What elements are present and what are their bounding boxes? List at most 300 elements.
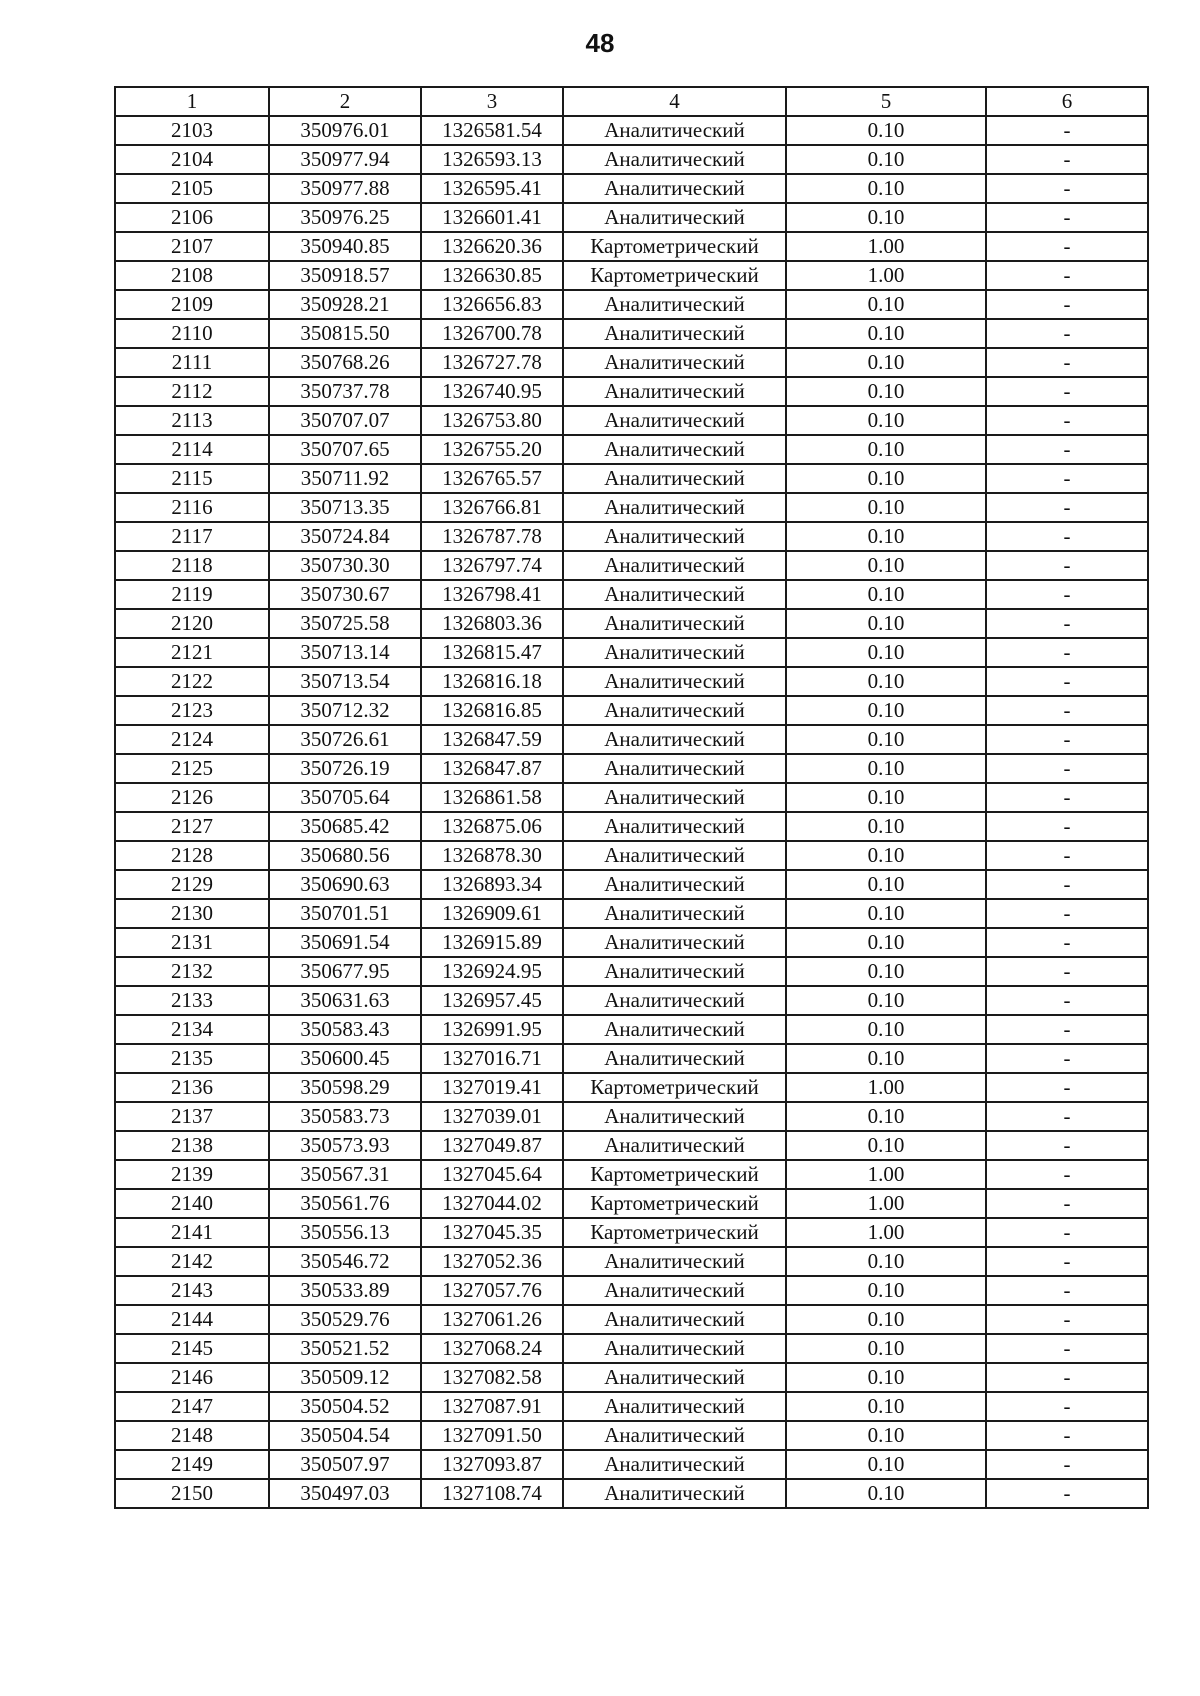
y-coordinate-cell: 1327091.50 xyxy=(421,1421,563,1450)
point-number-cell: 2134 xyxy=(115,1015,269,1044)
point-number-cell: 2113 xyxy=(115,406,269,435)
table-row xyxy=(115,116,1148,145)
table-row xyxy=(115,841,1148,870)
x-coordinate-cell: 350768.26 xyxy=(269,348,421,377)
y-coordinate-cell: 1326991.95 xyxy=(421,1015,563,1044)
x-coordinate-cell: 350976.01 xyxy=(269,116,421,145)
note-cell: - xyxy=(986,1276,1148,1305)
y-coordinate-cell: 1326620.36 xyxy=(421,232,563,261)
note-cell: - xyxy=(986,667,1148,696)
method-cell: Аналитический xyxy=(563,377,786,406)
y-coordinate-cell: 1327061.26 xyxy=(421,1305,563,1334)
y-coordinate-cell: 1326787.78 xyxy=(421,522,563,551)
table-row xyxy=(115,783,1148,812)
point-number-cell: 2123 xyxy=(115,696,269,725)
accuracy-cell: 1.00 xyxy=(786,1073,986,1102)
point-number-cell: 2105 xyxy=(115,174,269,203)
note-cell: - xyxy=(986,725,1148,754)
method-cell: Аналитический xyxy=(563,1276,786,1305)
table-row xyxy=(115,1044,1148,1073)
point-number-cell: 2132 xyxy=(115,957,269,986)
x-coordinate-cell: 350691.54 xyxy=(269,928,421,957)
table-row xyxy=(115,957,1148,986)
accuracy-cell: 0.10 xyxy=(786,667,986,696)
y-coordinate-cell: 1326847.87 xyxy=(421,754,563,783)
accuracy-cell: 0.10 xyxy=(786,812,986,841)
x-coordinate-cell: 350701.51 xyxy=(269,899,421,928)
column-header: 4 xyxy=(563,87,786,116)
table-row xyxy=(115,1218,1148,1247)
x-coordinate-cell: 350940.85 xyxy=(269,232,421,261)
x-coordinate-cell: 350977.94 xyxy=(269,145,421,174)
accuracy-cell: 0.10 xyxy=(786,957,986,986)
method-cell: Аналитический xyxy=(563,290,786,319)
table-row xyxy=(115,1102,1148,1131)
method-cell: Аналитический xyxy=(563,1044,786,1073)
point-number-cell: 2124 xyxy=(115,725,269,754)
point-number-cell: 2108 xyxy=(115,261,269,290)
note-cell: - xyxy=(986,116,1148,145)
x-coordinate-cell: 350726.61 xyxy=(269,725,421,754)
y-coordinate-cell: 1327044.02 xyxy=(421,1189,563,1218)
x-coordinate-cell: 350705.64 xyxy=(269,783,421,812)
accuracy-cell: 0.10 xyxy=(786,1276,986,1305)
note-cell: - xyxy=(986,1131,1148,1160)
x-coordinate-cell: 350561.76 xyxy=(269,1189,421,1218)
y-coordinate-cell: 1326581.54 xyxy=(421,116,563,145)
table-row xyxy=(115,667,1148,696)
method-cell: Аналитический xyxy=(563,1450,786,1479)
table-row xyxy=(115,551,1148,580)
table-row xyxy=(115,1479,1148,1508)
y-coordinate-cell: 1326875.06 xyxy=(421,812,563,841)
note-cell: - xyxy=(986,174,1148,203)
point-number-cell: 2149 xyxy=(115,1450,269,1479)
note-cell: - xyxy=(986,406,1148,435)
accuracy-cell: 0.10 xyxy=(786,841,986,870)
table-row xyxy=(115,203,1148,232)
point-number-cell: 2112 xyxy=(115,377,269,406)
note-cell: - xyxy=(986,232,1148,261)
point-number-cell: 2131 xyxy=(115,928,269,957)
x-coordinate-cell: 350598.29 xyxy=(269,1073,421,1102)
accuracy-cell: 0.10 xyxy=(786,435,986,464)
x-coordinate-cell: 350918.57 xyxy=(269,261,421,290)
point-number-cell: 2122 xyxy=(115,667,269,696)
column-header: 3 xyxy=(421,87,563,116)
table-row xyxy=(115,1073,1148,1102)
accuracy-cell: 0.10 xyxy=(786,986,986,1015)
method-cell: Аналитический xyxy=(563,986,786,1015)
y-coordinate-cell: 1327045.64 xyxy=(421,1160,563,1189)
x-coordinate-cell: 350726.19 xyxy=(269,754,421,783)
accuracy-cell: 1.00 xyxy=(786,261,986,290)
x-coordinate-cell: 350507.97 xyxy=(269,1450,421,1479)
accuracy-cell: 0.10 xyxy=(786,145,986,174)
point-number-cell: 2121 xyxy=(115,638,269,667)
x-coordinate-cell: 350713.54 xyxy=(269,667,421,696)
y-coordinate-cell: 1326740.95 xyxy=(421,377,563,406)
accuracy-cell: 0.10 xyxy=(786,348,986,377)
point-number-cell: 2111 xyxy=(115,348,269,377)
table-row xyxy=(115,232,1148,261)
point-number-cell: 2128 xyxy=(115,841,269,870)
accuracy-cell: 0.10 xyxy=(786,580,986,609)
y-coordinate-cell: 1326816.18 xyxy=(421,667,563,696)
note-cell: - xyxy=(986,1073,1148,1102)
method-cell: Аналитический xyxy=(563,203,786,232)
note-cell: - xyxy=(986,1392,1148,1421)
table-row xyxy=(115,638,1148,667)
note-cell: - xyxy=(986,783,1148,812)
y-coordinate-cell: 1326766.81 xyxy=(421,493,563,522)
method-cell: Аналитический xyxy=(563,145,786,174)
note-cell: - xyxy=(986,1363,1148,1392)
table-row xyxy=(115,464,1148,493)
y-coordinate-cell: 1326878.30 xyxy=(421,841,563,870)
table-row xyxy=(115,406,1148,435)
table-row xyxy=(115,1363,1148,1392)
coordinates-table xyxy=(114,86,1149,1509)
method-cell: Аналитический xyxy=(563,1247,786,1276)
y-coordinate-cell: 1326861.58 xyxy=(421,783,563,812)
method-cell: Аналитический xyxy=(563,406,786,435)
note-cell: - xyxy=(986,870,1148,899)
note-cell: - xyxy=(986,986,1148,1015)
accuracy-cell: 1.00 xyxy=(786,1160,986,1189)
point-number-cell: 2148 xyxy=(115,1421,269,1450)
note-cell: - xyxy=(986,203,1148,232)
point-number-cell: 2144 xyxy=(115,1305,269,1334)
note-cell: - xyxy=(986,899,1148,928)
table-row xyxy=(115,1189,1148,1218)
x-coordinate-cell: 350713.35 xyxy=(269,493,421,522)
method-cell: Аналитический xyxy=(563,435,786,464)
method-cell: Аналитический xyxy=(563,638,786,667)
accuracy-cell: 0.10 xyxy=(786,870,986,899)
point-number-cell: 2135 xyxy=(115,1044,269,1073)
column-header: 2 xyxy=(269,87,421,116)
method-cell: Аналитический xyxy=(563,522,786,551)
method-cell: Аналитический xyxy=(563,1421,786,1450)
y-coordinate-cell: 1326595.41 xyxy=(421,174,563,203)
method-cell: Аналитический xyxy=(563,812,786,841)
table-row xyxy=(115,493,1148,522)
y-coordinate-cell: 1326924.95 xyxy=(421,957,563,986)
note-cell: - xyxy=(986,290,1148,319)
point-number-cell: 2106 xyxy=(115,203,269,232)
table-row xyxy=(115,348,1148,377)
method-cell: Аналитический xyxy=(563,696,786,725)
table-row xyxy=(115,290,1148,319)
table-row xyxy=(115,1015,1148,1044)
method-cell: Аналитический xyxy=(563,580,786,609)
note-cell: - xyxy=(986,928,1148,957)
method-cell: Аналитический xyxy=(563,1479,786,1508)
note-cell: - xyxy=(986,841,1148,870)
point-number-cell: 2146 xyxy=(115,1363,269,1392)
point-number-cell: 2142 xyxy=(115,1247,269,1276)
table-row xyxy=(115,1450,1148,1479)
accuracy-cell: 0.10 xyxy=(786,1044,986,1073)
point-number-cell: 2126 xyxy=(115,783,269,812)
note-cell: - xyxy=(986,1102,1148,1131)
x-coordinate-cell: 350707.65 xyxy=(269,435,421,464)
table-row xyxy=(115,1421,1148,1450)
table-row xyxy=(115,1131,1148,1160)
method-cell: Аналитический xyxy=(563,319,786,348)
note-cell: - xyxy=(986,638,1148,667)
note-cell: - xyxy=(986,1189,1148,1218)
accuracy-cell: 0.10 xyxy=(786,1421,986,1450)
accuracy-cell: 0.10 xyxy=(786,696,986,725)
point-number-cell: 2150 xyxy=(115,1479,269,1508)
method-cell: Аналитический xyxy=(563,783,786,812)
x-coordinate-cell: 350573.93 xyxy=(269,1131,421,1160)
accuracy-cell: 0.10 xyxy=(786,1102,986,1131)
accuracy-cell: 0.10 xyxy=(786,1247,986,1276)
table-row xyxy=(115,435,1148,464)
method-cell: Картометрический xyxy=(563,1189,786,1218)
x-coordinate-cell: 350737.78 xyxy=(269,377,421,406)
note-cell: - xyxy=(986,1044,1148,1073)
accuracy-cell: 0.10 xyxy=(786,493,986,522)
table-header xyxy=(115,87,1148,116)
point-number-cell: 2127 xyxy=(115,812,269,841)
y-coordinate-cell: 1326601.41 xyxy=(421,203,563,232)
x-coordinate-cell: 350504.52 xyxy=(269,1392,421,1421)
method-cell: Аналитический xyxy=(563,1334,786,1363)
table-row xyxy=(115,522,1148,551)
note-cell: - xyxy=(986,609,1148,638)
point-number-cell: 2143 xyxy=(115,1276,269,1305)
x-coordinate-cell: 350509.12 xyxy=(269,1363,421,1392)
x-coordinate-cell: 350690.63 xyxy=(269,870,421,899)
table-row xyxy=(115,377,1148,406)
method-cell: Аналитический xyxy=(563,1015,786,1044)
y-coordinate-cell: 1327057.76 xyxy=(421,1276,563,1305)
x-coordinate-cell: 350724.84 xyxy=(269,522,421,551)
method-cell: Аналитический xyxy=(563,1392,786,1421)
method-cell: Аналитический xyxy=(563,464,786,493)
note-cell: - xyxy=(986,754,1148,783)
accuracy-cell: 0.10 xyxy=(786,522,986,551)
point-number-cell: 2110 xyxy=(115,319,269,348)
note-cell: - xyxy=(986,1421,1148,1450)
method-cell: Аналитический xyxy=(563,493,786,522)
method-cell: Аналитический xyxy=(563,116,786,145)
x-coordinate-cell: 350600.45 xyxy=(269,1044,421,1073)
point-number-cell: 2141 xyxy=(115,1218,269,1247)
x-coordinate-cell: 350533.89 xyxy=(269,1276,421,1305)
accuracy-cell: 0.10 xyxy=(786,1015,986,1044)
table-row xyxy=(115,812,1148,841)
y-coordinate-cell: 1326798.41 xyxy=(421,580,563,609)
point-number-cell: 2109 xyxy=(115,290,269,319)
y-coordinate-cell: 1327049.87 xyxy=(421,1131,563,1160)
accuracy-cell: 0.10 xyxy=(786,406,986,435)
point-number-cell: 2119 xyxy=(115,580,269,609)
y-coordinate-cell: 1326957.45 xyxy=(421,986,563,1015)
note-cell: - xyxy=(986,957,1148,986)
method-cell: Аналитический xyxy=(563,667,786,696)
note-cell: - xyxy=(986,580,1148,609)
note-cell: - xyxy=(986,261,1148,290)
table-row xyxy=(115,754,1148,783)
y-coordinate-cell: 1326700.78 xyxy=(421,319,563,348)
table-row xyxy=(115,1305,1148,1334)
accuracy-cell: 0.10 xyxy=(786,928,986,957)
table-row xyxy=(115,261,1148,290)
method-cell: Аналитический xyxy=(563,609,786,638)
y-coordinate-cell: 1326753.80 xyxy=(421,406,563,435)
accuracy-cell: 0.10 xyxy=(786,783,986,812)
point-number-cell: 2133 xyxy=(115,986,269,1015)
method-cell: Картометрический xyxy=(563,1160,786,1189)
y-coordinate-cell: 1327093.87 xyxy=(421,1450,563,1479)
y-coordinate-cell: 1327087.91 xyxy=(421,1392,563,1421)
point-number-cell: 2147 xyxy=(115,1392,269,1421)
method-cell: Аналитический xyxy=(563,957,786,986)
table-row xyxy=(115,1276,1148,1305)
method-cell: Картометрический xyxy=(563,1073,786,1102)
accuracy-cell: 0.10 xyxy=(786,725,986,754)
note-cell: - xyxy=(986,435,1148,464)
accuracy-cell: 1.00 xyxy=(786,1218,986,1247)
column-header: 5 xyxy=(786,87,986,116)
method-cell: Аналитический xyxy=(563,1305,786,1334)
x-coordinate-cell: 350815.50 xyxy=(269,319,421,348)
x-coordinate-cell: 350521.52 xyxy=(269,1334,421,1363)
x-coordinate-cell: 350677.95 xyxy=(269,957,421,986)
y-coordinate-cell: 1326847.59 xyxy=(421,725,563,754)
column-header: 6 xyxy=(986,87,1148,116)
x-coordinate-cell: 350928.21 xyxy=(269,290,421,319)
x-coordinate-cell: 350504.54 xyxy=(269,1421,421,1450)
table-row xyxy=(115,319,1148,348)
note-cell: - xyxy=(986,1450,1148,1479)
method-cell: Картометрический xyxy=(563,1218,786,1247)
y-coordinate-cell: 1326803.36 xyxy=(421,609,563,638)
y-coordinate-cell: 1327016.71 xyxy=(421,1044,563,1073)
note-cell: - xyxy=(986,1160,1148,1189)
y-coordinate-cell: 1327068.24 xyxy=(421,1334,563,1363)
accuracy-cell: 0.10 xyxy=(786,203,986,232)
table-row xyxy=(115,725,1148,754)
y-coordinate-cell: 1327019.41 xyxy=(421,1073,563,1102)
x-coordinate-cell: 350712.32 xyxy=(269,696,421,725)
table-row xyxy=(115,899,1148,928)
table-row xyxy=(115,1160,1148,1189)
note-cell: - xyxy=(986,145,1148,174)
accuracy-cell: 0.10 xyxy=(786,1479,986,1508)
note-cell: - xyxy=(986,377,1148,406)
x-coordinate-cell: 350977.88 xyxy=(269,174,421,203)
point-number-cell: 2125 xyxy=(115,754,269,783)
point-number-cell: 2104 xyxy=(115,145,269,174)
note-cell: - xyxy=(986,1015,1148,1044)
method-cell: Аналитический xyxy=(563,1131,786,1160)
note-cell: - xyxy=(986,493,1148,522)
method-cell: Аналитический xyxy=(563,899,786,928)
note-cell: - xyxy=(986,1247,1148,1276)
y-coordinate-cell: 1326815.47 xyxy=(421,638,563,667)
point-number-cell: 2115 xyxy=(115,464,269,493)
point-number-cell: 2139 xyxy=(115,1160,269,1189)
point-number-cell: 2140 xyxy=(115,1189,269,1218)
method-cell: Аналитический xyxy=(563,551,786,580)
note-cell: - xyxy=(986,1334,1148,1363)
y-coordinate-cell: 1327039.01 xyxy=(421,1102,563,1131)
y-coordinate-cell: 1327052.36 xyxy=(421,1247,563,1276)
x-coordinate-cell: 350976.25 xyxy=(269,203,421,232)
x-coordinate-cell: 350556.13 xyxy=(269,1218,421,1247)
y-coordinate-cell: 1326755.20 xyxy=(421,435,563,464)
accuracy-cell: 0.10 xyxy=(786,609,986,638)
y-coordinate-cell: 1326909.61 xyxy=(421,899,563,928)
x-coordinate-cell: 350711.92 xyxy=(269,464,421,493)
note-cell: - xyxy=(986,464,1148,493)
x-coordinate-cell: 350713.14 xyxy=(269,638,421,667)
method-cell: Картометрический xyxy=(563,261,786,290)
point-number-cell: 2145 xyxy=(115,1334,269,1363)
y-coordinate-cell: 1326727.78 xyxy=(421,348,563,377)
method-cell: Аналитический xyxy=(563,1363,786,1392)
x-coordinate-cell: 350583.43 xyxy=(269,1015,421,1044)
point-number-cell: 2136 xyxy=(115,1073,269,1102)
x-coordinate-cell: 350707.07 xyxy=(269,406,421,435)
note-cell: - xyxy=(986,522,1148,551)
table-row xyxy=(115,145,1148,174)
x-coordinate-cell: 350567.31 xyxy=(269,1160,421,1189)
y-coordinate-cell: 1327045.35 xyxy=(421,1218,563,1247)
method-cell: Аналитический xyxy=(563,754,786,783)
y-coordinate-cell: 1327082.58 xyxy=(421,1363,563,1392)
table-row xyxy=(115,870,1148,899)
accuracy-cell: 0.10 xyxy=(786,638,986,667)
accuracy-cell: 0.10 xyxy=(786,290,986,319)
method-cell: Аналитический xyxy=(563,174,786,203)
point-number-cell: 2107 xyxy=(115,232,269,261)
accuracy-cell: 1.00 xyxy=(786,232,986,261)
table-row xyxy=(115,1392,1148,1421)
x-coordinate-cell: 350529.76 xyxy=(269,1305,421,1334)
y-coordinate-cell: 1326656.83 xyxy=(421,290,563,319)
accuracy-cell: 0.10 xyxy=(786,899,986,928)
accuracy-cell: 0.10 xyxy=(786,1334,986,1363)
y-coordinate-cell: 1326765.57 xyxy=(421,464,563,493)
accuracy-cell: 0.10 xyxy=(786,174,986,203)
accuracy-cell: 0.10 xyxy=(786,116,986,145)
x-coordinate-cell: 350583.73 xyxy=(269,1102,421,1131)
column-header: 1 xyxy=(115,87,269,116)
table-row xyxy=(115,1334,1148,1363)
accuracy-cell: 0.10 xyxy=(786,319,986,348)
point-number-cell: 2116 xyxy=(115,493,269,522)
accuracy-cell: 1.00 xyxy=(786,1189,986,1218)
point-number-cell: 2118 xyxy=(115,551,269,580)
note-cell: - xyxy=(986,696,1148,725)
method-cell: Аналитический xyxy=(563,1102,786,1131)
point-number-cell: 2137 xyxy=(115,1102,269,1131)
note-cell: - xyxy=(986,1305,1148,1334)
y-coordinate-cell: 1326915.89 xyxy=(421,928,563,957)
note-cell: - xyxy=(986,319,1148,348)
accuracy-cell: 0.10 xyxy=(786,464,986,493)
table-row xyxy=(115,580,1148,609)
point-number-cell: 2138 xyxy=(115,1131,269,1160)
method-cell: Аналитический xyxy=(563,870,786,899)
